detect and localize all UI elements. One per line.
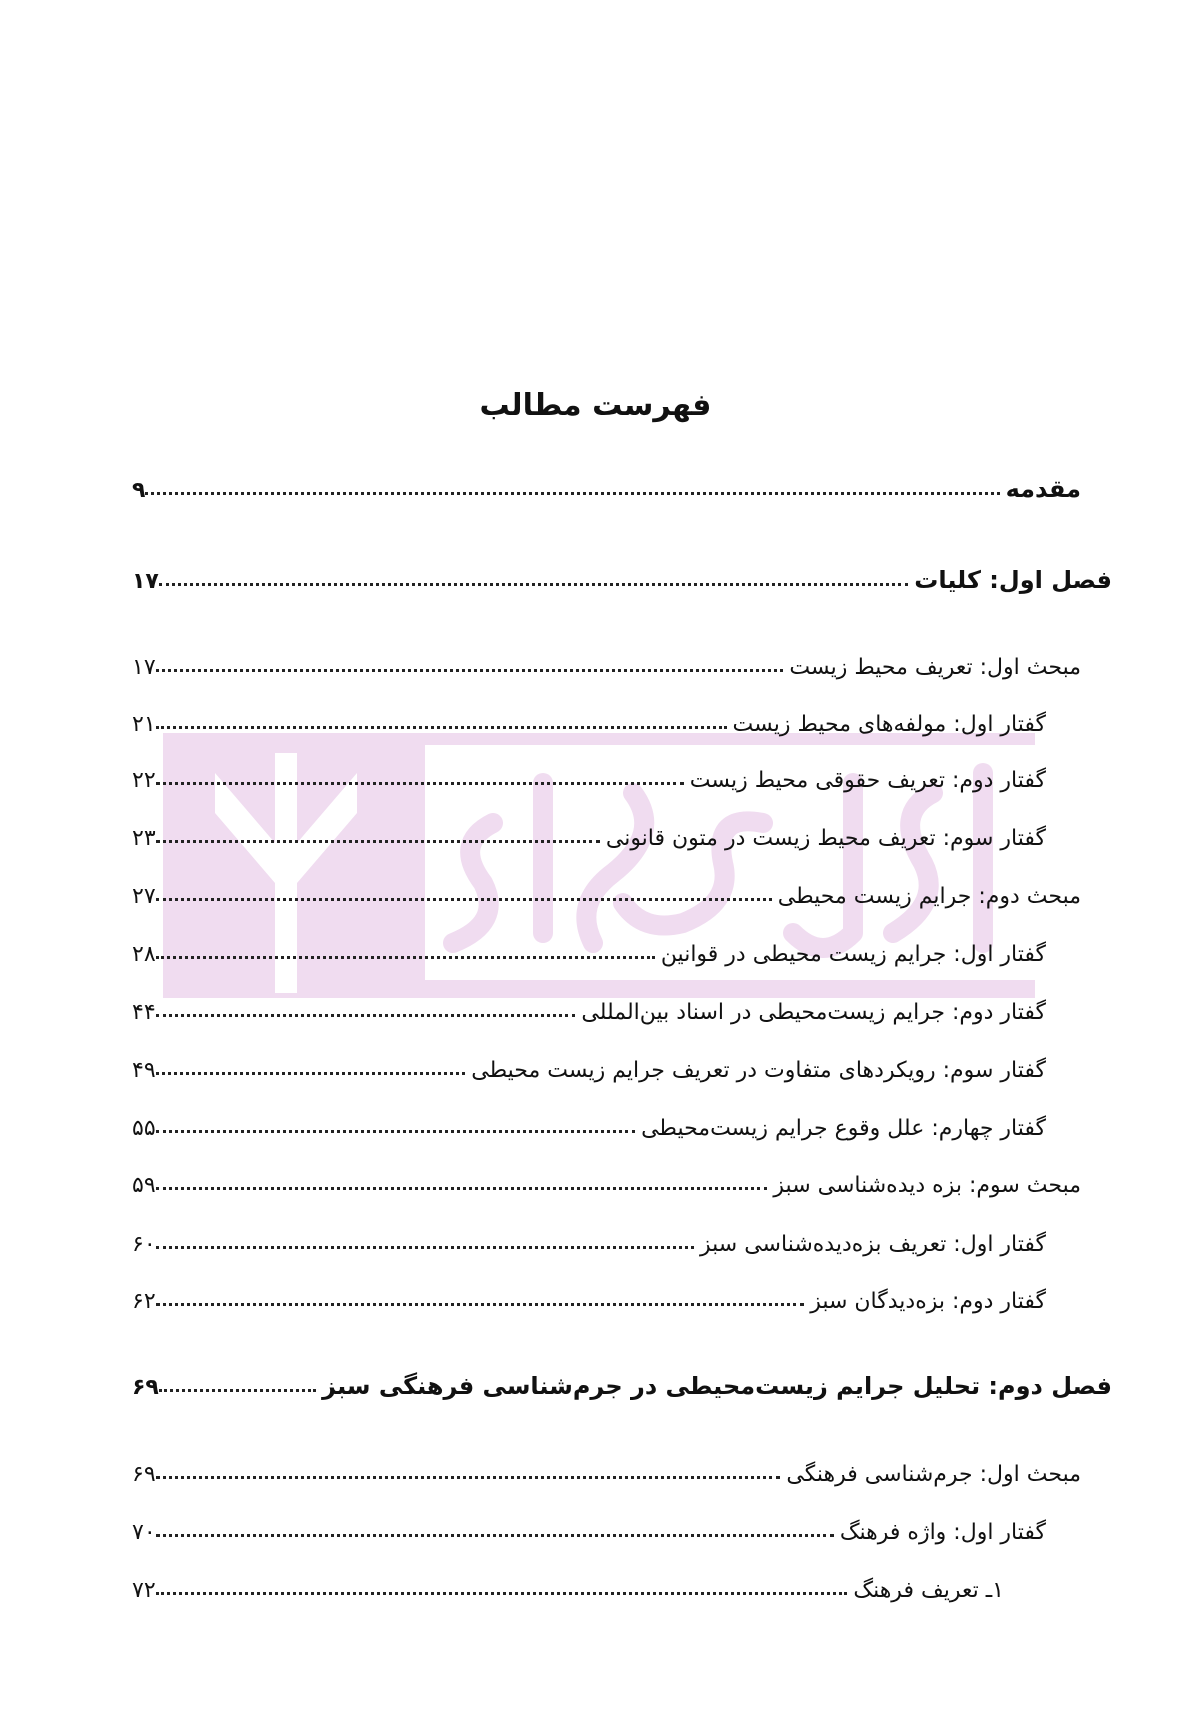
page-number: ۶۹ (132, 1462, 156, 1487)
page-number: ۴۹ (132, 1058, 156, 1083)
dot-leader (156, 1130, 635, 1133)
page-number: ۷۰ (132, 1520, 156, 1545)
page-number: ۶۹ (132, 1375, 159, 1400)
dot-leader (156, 782, 684, 785)
entry-title: فصل اول: کلیات (914, 566, 1112, 594)
dot-leader (156, 1246, 694, 1249)
toc-entry (132, 873, 1081, 909)
entry-title: فصل دوم: تحلیل جرایم زیست‌محیطی در جرم‌شناسی فرهنگی سبز (322, 1372, 1112, 1400)
page-number: ۲۲ (132, 768, 156, 793)
toc-entry (132, 1509, 1046, 1545)
dot-leader (159, 1389, 316, 1392)
dot-leader (156, 726, 727, 729)
page-number: ۲۳ (132, 826, 156, 851)
dot-leader (156, 898, 772, 901)
page-number: ۱۷ (132, 655, 156, 680)
toc-entry (132, 644, 1081, 680)
entry-title: گفتار دوم: بزه‌دیدگان سبز (810, 1289, 1046, 1314)
toc-entry (132, 1278, 1046, 1314)
toc-entry (132, 815, 1046, 851)
toc-entry (132, 1364, 1112, 1400)
entry-title: مبحث اول: تعریف محیط زیست (789, 655, 1081, 680)
entry-title: گفتار سوم: رویکردهای متفاوت در تعریف جرایم زیست محیطی (471, 1058, 1046, 1083)
entry-title: گفتار اول: تعریف بزه‌دیده‌شناسی سبز (700, 1232, 1046, 1257)
dot-leader (156, 1592, 848, 1595)
entry-title: مقدمه (1005, 475, 1081, 503)
dot-leader (156, 1187, 768, 1190)
page-number: ۶۲ (132, 1289, 156, 1314)
toc-entry (132, 931, 1046, 967)
entry-title: مبحث اول: جرم‌شناسی فرهنگی (786, 1462, 1081, 1487)
toc-entry (132, 1105, 1046, 1141)
dot-leader (156, 1534, 834, 1537)
dot-leader (156, 1014, 576, 1017)
dot-leader (156, 956, 655, 959)
dot-leader (159, 583, 908, 586)
toc-entry (132, 757, 1046, 793)
entry-title: مبحث دوم: جرایم زیست محیطی (777, 884, 1081, 909)
entry-title: گفتار اول: واژه فرهنگ (839, 1520, 1046, 1545)
entry-title: ۱ـ تعریف فرهنگ (853, 1578, 1004, 1603)
toc-entry (132, 1567, 1004, 1603)
entry-title: گفتار اول: جرایم زیست محیطی در قوانین (660, 942, 1046, 967)
toc-entry (132, 558, 1112, 594)
page-number: ۶۰ (132, 1232, 156, 1257)
dot-leader (156, 669, 784, 672)
entry-title: گفتار دوم: تعریف حقوقی محیط زیست (689, 768, 1046, 793)
page-number: ۴۴ (132, 1000, 156, 1025)
dot-leader (145, 492, 999, 495)
toc-entry (132, 1047, 1046, 1083)
page-number: ۵۵ (132, 1116, 156, 1141)
page-number: ۹ (132, 478, 146, 503)
dot-leader (156, 1303, 805, 1306)
toc-entry (132, 1451, 1081, 1487)
page-title: فهرست مطالب (479, 388, 712, 423)
toc-entry (132, 1162, 1081, 1198)
entry-title: گفتار اول: مولفه‌های محیط زیست (732, 712, 1046, 737)
entry-title: گفتار سوم: تعریف محیط زیست در متون قانونی (605, 826, 1046, 851)
entry-title: گفتار چهارم: علل وقوع جرایم زیست‌محیطی (641, 1116, 1046, 1141)
toc-entry (132, 1221, 1046, 1257)
page-number: ۷۲ (132, 1578, 156, 1603)
page-number: ۱۷ (132, 569, 159, 594)
page-number: ۲۸ (132, 942, 156, 967)
dot-leader (156, 1476, 781, 1479)
entry-title: گفتار دوم: جرایم زیست‌محیطی در اسناد بین‌المللی (581, 1000, 1046, 1025)
page-number: ۲۱ (132, 712, 156, 737)
page-number: ۲۷ (132, 884, 156, 909)
toc-entry (132, 989, 1046, 1025)
toc-entry (132, 467, 1081, 503)
dot-leader (156, 1072, 466, 1075)
page-number: ۵۹ (132, 1173, 156, 1198)
entry-title: مبحث سوم: بزه دیده‌شناسی سبز (773, 1173, 1081, 1198)
toc-entry (132, 701, 1046, 737)
dot-leader (156, 840, 600, 843)
